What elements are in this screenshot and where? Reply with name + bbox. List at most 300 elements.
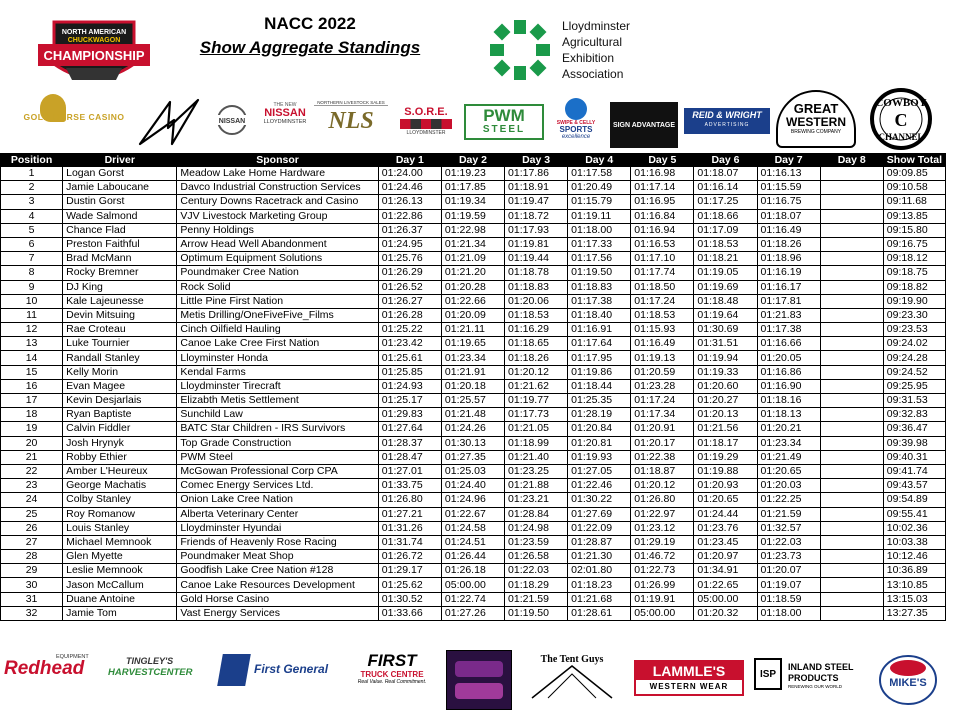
position-cell: 14 xyxy=(1,351,63,365)
isp-mark: ISP xyxy=(754,658,782,690)
pwm-text: PWM xyxy=(483,106,525,125)
position-cell: 16 xyxy=(1,379,63,393)
position-cell: 24 xyxy=(1,493,63,507)
day-3-cell: 01:19.81 xyxy=(505,237,568,251)
day-8-cell xyxy=(820,394,883,408)
day-8-cell xyxy=(820,379,883,393)
column-header-day-5: Day 5 xyxy=(631,154,694,167)
driver-cell: Amber L'Heureux xyxy=(63,464,177,478)
day-8-cell xyxy=(820,323,883,337)
day-8-cell xyxy=(820,280,883,294)
day-5-cell: 01:22.73 xyxy=(631,564,694,578)
day-7-cell: 01:20.03 xyxy=(757,479,820,493)
association-line-2: Agricultural xyxy=(562,35,623,49)
column-header-day-1: Day 1 xyxy=(378,154,441,167)
driver-cell: Randall Stanley xyxy=(63,351,177,365)
day-2-cell: 01:19.23 xyxy=(441,167,504,181)
driver-cell: Evan Magee xyxy=(63,379,177,393)
day-5-cell: 01:20.91 xyxy=(631,422,694,436)
tent-guys-logo xyxy=(522,652,622,702)
show-total-cell: 09:15.80 xyxy=(883,223,945,237)
day-6-cell: 01:31.51 xyxy=(694,337,757,351)
position-cell: 27 xyxy=(1,535,63,549)
day-6-cell: 01:20.97 xyxy=(694,550,757,564)
table-row xyxy=(1,564,946,578)
day-1-cell: 01:33.75 xyxy=(378,479,441,493)
day-1-cell: 01:30.52 xyxy=(378,592,441,606)
day-3-cell: 01:20.12 xyxy=(505,365,568,379)
day-1-cell: 01:24.00 xyxy=(378,167,441,181)
sponsor-cell: Poundmaker Cree Nation xyxy=(177,266,378,280)
column-header-position: Position xyxy=(1,154,63,167)
day-1-cell: 01:27.21 xyxy=(378,507,441,521)
day-6-cell: 01:18.21 xyxy=(694,252,757,266)
day-5-cell: 01:18.50 xyxy=(631,280,694,294)
day-3-cell: 01:18.72 xyxy=(505,209,568,223)
day-2-cell: 01:21.91 xyxy=(441,365,504,379)
sponsor-cell: BATC Star Children - IRS Survivors xyxy=(177,422,378,436)
day-5-cell: 01:17.24 xyxy=(631,394,694,408)
driver-cell: Jamie Tom xyxy=(63,606,177,620)
table-row xyxy=(1,535,946,549)
day-7-cell: 01:18.00 xyxy=(757,606,820,620)
lammles-logo xyxy=(634,660,744,696)
day-5-cell: 01:17.34 xyxy=(631,408,694,422)
day-7-cell: 01:16.17 xyxy=(757,280,820,294)
day-1-cell: 01:25.22 xyxy=(378,323,441,337)
day-3-cell: 01:16.29 xyxy=(505,323,568,337)
driver-cell: Roy Romanow xyxy=(63,507,177,521)
day-4-cell: 01:18.44 xyxy=(568,379,631,393)
driver-cell: Jason McCallum xyxy=(63,578,177,592)
day-1-cell: 01:27.64 xyxy=(378,422,441,436)
day-6-cell: 01:17.09 xyxy=(694,223,757,237)
day-2-cell: 01:26.18 xyxy=(441,564,504,578)
day-8-cell xyxy=(820,507,883,521)
driver-cell: Logan Gorst xyxy=(63,167,177,181)
show-total-cell: 10:12.46 xyxy=(883,550,945,564)
driver-cell: Wade Salmond xyxy=(63,209,177,223)
driver-cell: Rae Croteau xyxy=(63,323,177,337)
table-row xyxy=(1,167,946,181)
day-3-cell: 01:21.05 xyxy=(505,422,568,436)
table-row xyxy=(1,550,946,564)
reid-wright-sub: ADVERTISING xyxy=(704,122,750,128)
table-row xyxy=(1,507,946,521)
day-6-cell: 01:18.53 xyxy=(694,237,757,251)
day-4-cell: 01:15.79 xyxy=(568,195,631,209)
driver-cell: Luke Tournier xyxy=(63,337,177,351)
day-3-cell: 01:21.40 xyxy=(505,450,568,464)
day-7-cell: 01:17.81 xyxy=(757,294,820,308)
day-2-cell: 01:21.09 xyxy=(441,252,504,266)
day-1-cell: 01:26.37 xyxy=(378,223,441,237)
day-3-cell: 01:17.86 xyxy=(505,167,568,181)
table-row xyxy=(1,308,946,322)
day-4-cell: 01:17.56 xyxy=(568,252,631,266)
day-7-cell: 01:20.21 xyxy=(757,422,820,436)
day-4-cell: 01:19.50 xyxy=(568,266,631,280)
sponsor-cell: Canoe Lake Resources Development xyxy=(177,578,378,592)
column-header-day-7: Day 7 xyxy=(757,154,820,167)
day-1-cell: 01:26.29 xyxy=(378,266,441,280)
steel-text: STEEL xyxy=(482,124,526,135)
mikes-text: MIKE'S xyxy=(889,677,927,689)
table-row xyxy=(1,294,946,308)
day-4-cell: 01:18.40 xyxy=(568,308,631,322)
day-2-cell: 01:19.59 xyxy=(441,209,504,223)
position-cell: 20 xyxy=(1,436,63,450)
day-6-cell: 01:22.65 xyxy=(694,578,757,592)
day-1-cell: 01:24.46 xyxy=(378,181,441,195)
position-cell: 32 xyxy=(1,606,63,620)
day-2-cell: 01:17.85 xyxy=(441,181,504,195)
day-8-cell xyxy=(820,606,883,620)
show-total-cell: 09:10.58 xyxy=(883,181,945,195)
tingleys-text: TINGLEY'S xyxy=(126,656,174,666)
position-cell: 3 xyxy=(1,195,63,209)
day-6-cell: 01:30.69 xyxy=(694,323,757,337)
show-total-cell: 09:54.89 xyxy=(883,493,945,507)
day-8-cell xyxy=(820,535,883,549)
position-cell: 5 xyxy=(1,223,63,237)
championship-logo xyxy=(36,10,152,88)
show-total-cell: 09:24.28 xyxy=(883,351,945,365)
nissan-dealer-city: LLOYDMINSTER xyxy=(263,119,307,125)
day-3-cell: 01:18.78 xyxy=(505,266,568,280)
day-2-cell: 01:21.20 xyxy=(441,266,504,280)
show-total-cell: 09:13.85 xyxy=(883,209,945,223)
day-2-cell: 01:27.35 xyxy=(441,450,504,464)
day-8-cell xyxy=(820,592,883,606)
position-cell: 11 xyxy=(1,308,63,322)
day-6-cell: 01:19.05 xyxy=(694,266,757,280)
day-2-cell: 01:19.65 xyxy=(441,337,504,351)
show-total-cell: 09:39.98 xyxy=(883,436,945,450)
table-row xyxy=(1,365,946,379)
sore-sub: LLOYDMINSTER xyxy=(406,130,446,136)
position-cell: 4 xyxy=(1,209,63,223)
day-1-cell: 01:24.95 xyxy=(378,237,441,251)
day-4-cell: 01:17.58 xyxy=(568,167,631,181)
gold-horse-text: GOLD HORSE CASINO xyxy=(23,112,125,122)
show-total-cell: 10:02.36 xyxy=(883,521,945,535)
day-3-cell: 01:21.59 xyxy=(505,592,568,606)
nissan-text: NISSAN xyxy=(218,118,246,125)
position-cell: 1 xyxy=(1,167,63,181)
day-6-cell: 01:24.44 xyxy=(694,507,757,521)
day-4-cell: 01:17.38 xyxy=(568,294,631,308)
day-4-cell: 01:16.91 xyxy=(568,323,631,337)
day-2-cell: 01:20.28 xyxy=(441,280,504,294)
sponsor-cell: Lloyminster Honda xyxy=(177,351,378,365)
day-3-cell: 01:20.06 xyxy=(505,294,568,308)
sponsor-cell: McGowan Professional Corp CPA xyxy=(177,464,378,478)
day-1-cell: 01:26.80 xyxy=(378,493,441,507)
day-7-cell: 01:16.49 xyxy=(757,223,820,237)
day-1-cell: 01:25.76 xyxy=(378,252,441,266)
nissan-dealer-logo xyxy=(260,102,310,138)
day-1-cell: 01:31.74 xyxy=(378,535,441,549)
day-8-cell xyxy=(820,294,883,308)
day-1-cell: 01:28.47 xyxy=(378,450,441,464)
day-8-cell xyxy=(820,223,883,237)
sponsor-cell: Sunchild Law xyxy=(177,408,378,422)
association-line-4: Association xyxy=(562,67,624,81)
day-5-cell: 01:19.13 xyxy=(631,351,694,365)
position-cell: 23 xyxy=(1,479,63,493)
standings-table xyxy=(0,153,946,621)
day-4-cell: 01:18.00 xyxy=(568,223,631,237)
day-4-cell: 02:01.80 xyxy=(568,564,631,578)
day-8-cell xyxy=(820,464,883,478)
svg-text:C: C xyxy=(894,110,908,130)
day-7-cell: 01:18.13 xyxy=(757,408,820,422)
driver-cell: DJ King xyxy=(63,280,177,294)
day-6-cell: 01:16.14 xyxy=(694,181,757,195)
day-1-cell: 01:24.93 xyxy=(378,379,441,393)
association-line-1: Lloydminster xyxy=(562,19,631,33)
day-6-cell: 01:23.45 xyxy=(694,535,757,549)
position-cell: 31 xyxy=(1,592,63,606)
show-total-cell: 09:24.52 xyxy=(883,365,945,379)
day-8-cell xyxy=(820,252,883,266)
day-8-cell xyxy=(820,337,883,351)
sponsor-cell: PWM Steel xyxy=(177,450,378,464)
day-5-cell: 01:26.80 xyxy=(631,493,694,507)
day-2-cell: 01:24.58 xyxy=(441,521,504,535)
day-2-cell: 01:22.66 xyxy=(441,294,504,308)
table-row xyxy=(1,181,946,195)
day-8-cell xyxy=(820,564,883,578)
day-7-cell: 01:16.90 xyxy=(757,379,820,393)
show-total-cell: 13:27.35 xyxy=(883,606,945,620)
day-5-cell: 01:29.19 xyxy=(631,535,694,549)
day-5-cell: 01:17.24 xyxy=(631,294,694,308)
day-6-cell: 01:18.48 xyxy=(694,294,757,308)
sign-advantage-text: SIGN ADVANTAGE xyxy=(612,121,676,129)
position-cell: 17 xyxy=(1,394,63,408)
day-5-cell: 01:23.28 xyxy=(631,379,694,393)
sponsor-cell: VJV Livestock Marketing Group xyxy=(177,209,378,223)
position-cell: 6 xyxy=(1,237,63,251)
day-6-cell: 01:20.32 xyxy=(694,606,757,620)
table-row xyxy=(1,436,946,450)
day-8-cell xyxy=(820,493,883,507)
table-row xyxy=(1,578,946,592)
driver-cell: Dustin Gorst xyxy=(63,195,177,209)
column-header-show-total: Show Total xyxy=(883,154,945,167)
driver-cell: Josh Hrynyk xyxy=(63,436,177,450)
day-1-cell: 01:23.42 xyxy=(378,337,441,351)
day-2-cell: 01:24.26 xyxy=(441,422,504,436)
first-truck-slogan: Real Value. Real Commitment. xyxy=(357,679,427,685)
day-3-cell: 01:21.88 xyxy=(505,479,568,493)
table-body xyxy=(1,167,946,621)
position-cell: 8 xyxy=(1,266,63,280)
show-total-cell: 09:16.75 xyxy=(883,237,945,251)
show-total-cell: 09:18.82 xyxy=(883,280,945,294)
day-3-cell: 01:28.84 xyxy=(505,507,568,521)
day-5-cell: 01:16.84 xyxy=(631,209,694,223)
day-7-cell: 01:23.73 xyxy=(757,550,820,564)
day-7-cell: 01:16.13 xyxy=(757,167,820,181)
table-row xyxy=(1,252,946,266)
day-4-cell: 01:20.49 xyxy=(568,181,631,195)
cowboy-text: COWBOY xyxy=(875,97,927,109)
sponsor-cell: Cinch Oilfield Hauling xyxy=(177,323,378,337)
table-header-row xyxy=(1,154,946,167)
day-8-cell xyxy=(820,308,883,322)
great-western-logo xyxy=(776,90,856,148)
day-8-cell xyxy=(820,181,883,195)
day-5-cell: 01:46.72 xyxy=(631,550,694,564)
champ-logo-top: NORTH AMERICAN xyxy=(61,29,127,36)
driver-cell: George Machatis xyxy=(63,479,177,493)
sign-advantage-logo xyxy=(610,102,678,148)
day-2-cell: 01:21.48 xyxy=(441,408,504,422)
day-3-cell: 01:19.47 xyxy=(505,195,568,209)
day-2-cell: 01:26.44 xyxy=(441,550,504,564)
show-total-cell: 09:40.31 xyxy=(883,450,945,464)
column-header-day-6: Day 6 xyxy=(694,154,757,167)
day-8-cell xyxy=(820,578,883,592)
table-row xyxy=(1,493,946,507)
sore-text: S.O.R.E. xyxy=(404,106,448,118)
day-3-cell: 01:18.83 xyxy=(505,280,568,294)
table-row xyxy=(1,379,946,393)
inland-steel-logo xyxy=(754,652,858,702)
first-truck-name: FIRST xyxy=(367,651,417,670)
day-1-cell: 01:29.17 xyxy=(378,564,441,578)
redhead-text: Redhead xyxy=(4,658,85,679)
sponsor-cell: Friends of Heavenly Rose Racing xyxy=(177,535,378,549)
day-7-cell: 01:18.07 xyxy=(757,209,820,223)
show-total-cell: 13:10.85 xyxy=(883,578,945,592)
day-1-cell: 01:33.66 xyxy=(378,606,441,620)
table-row xyxy=(1,223,946,237)
position-cell: 19 xyxy=(1,422,63,436)
day-5-cell: 01:17.74 xyxy=(631,266,694,280)
sports-line-1: SWIPE & CELLY xyxy=(556,120,596,126)
lammles-text: LAMMLE'S xyxy=(636,662,742,680)
day-5-cell: 01:17.10 xyxy=(631,252,694,266)
day-3-cell: 01:26.58 xyxy=(505,550,568,564)
day-5-cell: 01:20.17 xyxy=(631,436,694,450)
show-total-cell: 09:18.75 xyxy=(883,266,945,280)
sports-line-2: SPORTS xyxy=(559,125,593,134)
driver-cell: Glen Myette xyxy=(63,550,177,564)
day-5-cell: 01:16.95 xyxy=(631,195,694,209)
day-2-cell: 01:21.34 xyxy=(441,237,504,251)
driver-cell: Robby Ethier xyxy=(63,450,177,464)
day-8-cell xyxy=(820,195,883,209)
day-1-cell: 01:26.28 xyxy=(378,308,441,322)
nls-text: NLS xyxy=(328,108,374,134)
day-8-cell xyxy=(820,408,883,422)
day-4-cell: 01:28.19 xyxy=(568,408,631,422)
column-header-driver: Driver xyxy=(63,154,177,167)
page-subtitle: Show Aggregate Standings xyxy=(199,38,421,57)
day-8-cell xyxy=(820,521,883,535)
day-5-cell: 01:22.38 xyxy=(631,450,694,464)
day-6-cell: 01:34.91 xyxy=(694,564,757,578)
show-total-cell: 10:03.38 xyxy=(883,535,945,549)
day-3-cell: 01:24.98 xyxy=(505,521,568,535)
redhead-small: EQUIPMENT xyxy=(56,654,89,660)
day-6-cell: 01:20.65 xyxy=(694,493,757,507)
day-2-cell: 05:00.00 xyxy=(441,578,504,592)
day-3-cell: 01:22.03 xyxy=(505,564,568,578)
table-row xyxy=(1,464,946,478)
show-total-cell: 09:36.47 xyxy=(883,422,945,436)
day-8-cell xyxy=(820,167,883,181)
sponsor-cell: Goodfish Lake Cree Nation #128 xyxy=(177,564,378,578)
day-6-cell: 01:19.69 xyxy=(694,280,757,294)
position-cell: 7 xyxy=(1,252,63,266)
show-total-cell: 13:15.03 xyxy=(883,592,945,606)
driver-cell: Kelly Morin xyxy=(63,365,177,379)
day-1-cell: 01:25.17 xyxy=(378,394,441,408)
day-2-cell: 01:27.26 xyxy=(441,606,504,620)
day-6-cell: 01:19.29 xyxy=(694,450,757,464)
day-8-cell xyxy=(820,351,883,365)
day-5-cell: 01:20.59 xyxy=(631,365,694,379)
swoosh-logo xyxy=(138,96,202,148)
day-8-cell xyxy=(820,209,883,223)
driver-cell: Colby Stanley xyxy=(63,493,177,507)
day-7-cell: 01:16.86 xyxy=(757,365,820,379)
day-4-cell: 01:27.69 xyxy=(568,507,631,521)
sponsor-cell: Kendal Farms xyxy=(177,365,378,379)
day-5-cell: 01:18.87 xyxy=(631,464,694,478)
day-1-cell: 01:26.52 xyxy=(378,280,441,294)
day-6-cell: 01:19.88 xyxy=(694,464,757,478)
champ-logo-main: CHAMPIONSHIP xyxy=(43,48,145,63)
day-4-cell: 01:22.09 xyxy=(568,521,631,535)
table-row xyxy=(1,237,946,251)
day-8-cell xyxy=(820,422,883,436)
nls-top-text: NORTHERN LIVESTOCK SALES xyxy=(314,100,388,106)
sponsor-cell: Lloydminster Hyundai xyxy=(177,521,378,535)
day-4-cell: 01:28.61 xyxy=(568,606,631,620)
day-6-cell: 01:17.25 xyxy=(694,195,757,209)
day-3-cell: 01:18.53 xyxy=(505,308,568,322)
position-cell: 12 xyxy=(1,323,63,337)
association-logo xyxy=(488,18,552,82)
day-7-cell: 01:18.26 xyxy=(757,237,820,251)
sponsor-cell: Penny Holdings xyxy=(177,223,378,237)
position-cell: 18 xyxy=(1,408,63,422)
day-7-cell: 01:16.66 xyxy=(757,337,820,351)
day-4-cell: 01:20.84 xyxy=(568,422,631,436)
lammles-sub: WESTERN WEAR xyxy=(649,682,729,691)
table-row xyxy=(1,592,946,606)
first-truck-logo xyxy=(344,652,440,702)
sponsor-cell: Arrow Head Well Abandonment xyxy=(177,237,378,251)
table-row xyxy=(1,450,946,464)
day-1-cell: 01:29.83 xyxy=(378,408,441,422)
gold-horse-logo xyxy=(14,92,134,148)
day-2-cell: 01:24.51 xyxy=(441,535,504,549)
day-3-cell: 01:18.29 xyxy=(505,578,568,592)
driver-cell: Duane Antoine xyxy=(63,592,177,606)
day-4-cell: 01:17.95 xyxy=(568,351,631,365)
tent-guys-text: The Tent Guys xyxy=(540,654,604,665)
day-2-cell: 01:22.98 xyxy=(441,223,504,237)
nissan-dealer-name: NISSAN xyxy=(264,107,306,119)
day-2-cell: 01:24.40 xyxy=(441,479,504,493)
